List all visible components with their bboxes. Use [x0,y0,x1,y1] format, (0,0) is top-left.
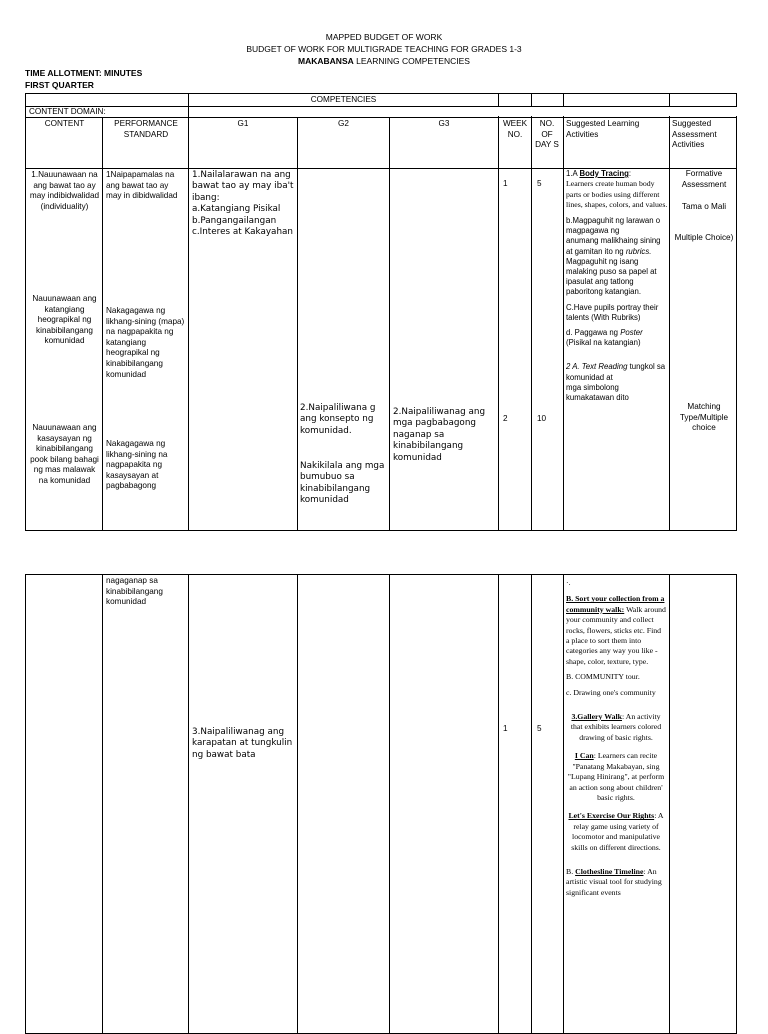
col-no-of-days: NO. OF DAY S [535,119,559,150]
g1-main: 1.Nailalarawan na ang bawat tao ay may iba't ibang: [192,170,294,203]
learning-activities-cell-2 [566,578,666,898]
bullet-dot: ·. [566,578,571,587]
assessment-tama-o-mali: Tama o Mali [681,202,727,211]
budget-table-page1 [25,93,737,531]
doc-title-line2: BUDGET OF WORK FOR MULTIGRADE TEACHING FOR GRADES 1-3 [246,44,522,54]
community-tour: B. COMMUNITY tour. [566,672,640,682]
col-g3: G3 [438,119,450,128]
performance-cell-continued: nagaganap sa kinabibilangang komunidad [106,576,163,607]
col-g1: G1 [237,119,249,128]
drawing-community: c. Drawing one's community [566,687,656,697]
activity-b3: Magpaguhit ng isang malaking puso sa papel at ipasulat ang tatlong paboritong katangian. [566,256,657,297]
activity-d-prefix: d. Paggawa ng [566,328,621,338]
text-reading-rest-2: mga simbolong kumakatawan dito [566,382,629,403]
competencies-header: COMPETENCIES [310,95,377,104]
performance-cell-2: Nakagagawa ng likhang-sining (mapa) na nagpapakita ng katangiang heograpikal ng kinabibilangang komunidad [106,306,185,379]
exercise-rights-title: Let's Exercise Our Rights [568,811,655,821]
col-performance-standard: PERFORMANCE STANDARD [114,119,178,139]
g1-competency-3: 3.Naipaliliwanag ang karapatan at tungkulin ng bawat bata [192,727,293,760]
days-3: 5 [537,724,542,733]
time-allotment: TIME ALLOTMENT: MINUTES [25,68,143,78]
makabansa-label: MAKABANSA [298,56,354,66]
col-g2: G2 [338,119,349,128]
budget-table-page2 [25,574,737,1034]
activity-a-prefix: 1.A [566,169,580,178]
clothesline-prefix: B. [566,866,576,876]
col-assessment-activities: Suggested Assessment Activities [672,119,717,150]
doc-title-line1: MAPPED BUDGET OF WORK [325,32,443,42]
content-cell-2: Nauunawaan ang katangiang heograpikal ng kinabibilangang komunidad [32,294,97,346]
g2-competency-1: 2.Naipaliliwana g ang konsepto ng komunidad. [300,403,376,436]
assessment-multiple-choice: Multiple Choice) [674,233,734,242]
week-no-1: 1 [503,179,508,188]
days-2: 10 [537,414,547,423]
doc-title-line3 [0,56,768,67]
activity-d-rest: (Pisikal na katangian) [566,338,641,348]
sort-collection-title: B. Sort your collection from a community walk: [566,594,665,614]
g2-competency-2: Nakikilala ang mga bumubuo sa kinabibilangang komunidad [300,461,385,506]
quarter-label: FIRST QUARTER [25,80,94,90]
content-domain-label: CONTENT DOMAIN: [29,107,106,116]
g1-item-a: a.Katangiang Pisikal [192,204,281,215]
assessment-formative: Formative Assessment [681,169,727,189]
activity-c: C.Have pupils portray their talents (With Rubriks) [566,302,659,322]
text-reading-rest: tungkol sa komunidad at [566,362,666,382]
activity-d-poster: Poster [620,328,643,338]
content-cell-3: Nauunawaan ang kasaysayan ng kinabibilangang pook bilang bahagi ng mas malawak na komunidad [30,423,99,485]
g1-competency [192,170,295,238]
col-week-no: WEEK NO. [502,119,528,139]
learning-activities-cell [566,169,668,403]
assessment-matching-type: Matching Type/Multiple choice [679,402,729,433]
body-tracing-title: Body Tracing [579,169,629,178]
sort-collection-text: Walk around your community and collect rocks, flowers, sticks etc. Find a place to sort them into categories any way you like - shape, color, texture, type. [566,604,666,666]
learning-competencies-label: LEARNING COMPETENCIES [353,56,470,66]
week-no-2: 2 [503,414,508,423]
text-reading-title: 2 A. Text Reading [566,362,628,372]
activity-a-colon: : [628,169,632,178]
gallery-walk-text: : An activity that exhibits learners colored drawing of basic rights. [570,712,662,742]
g1-item-b: b.Pangangailangan [192,215,277,226]
performance-cell-1: 1Naipapamalas na ang bawat tao ay may in dibidwalidad [106,170,178,201]
col-learning-activities: Suggested Learning Activities [566,119,640,139]
activity-b2: anumang malikhaing sining at gamitan ito ng [566,236,661,256]
clothesline-text: : An artistic visual tool for studying significant events [566,866,662,897]
week-no-3: 1 [503,724,508,733]
clothesline-title: Clothesline Timeline [575,866,644,876]
col-content: CONTENT [44,119,85,128]
body-tracing-text: Learners create human body parts or bodies using different lines, shapes, colors, and values. [566,179,668,210]
g3-competency: 2.Naipaliliwanag ang mga pagbabagong naganap sa kinabibilangang komunidad [393,407,486,463]
activity-b2-rubrics: rubrics. [625,246,652,256]
g1-item-c: c.Interes at Kakayahan [192,227,293,238]
activity-b1: b.Magpaguhit ng larawan o magpagawa ng [566,215,661,236]
content-cell-1: 1.Nauunawaan na ang bawat tao ay may indibidwalidad (individuality) [29,170,100,211]
gallery-walk-title: 3.Gallery Walk [571,712,622,722]
performance-cell-3: Nakagagawa ng likhang-sining na nagpapakita ng kasaysayan at pagbabagong [106,439,168,491]
i-can-title: I Can [574,751,594,761]
exercise-rights-text: : A relay game using variety of locomotor and manipulative skills on different directions. [571,811,664,852]
i-can-text: : Learners can recite "Panatang Makabayan, sing "Lupang Hinirang", at perform an action song about children' basic rights. [567,751,665,802]
days-1: 5 [537,179,542,188]
